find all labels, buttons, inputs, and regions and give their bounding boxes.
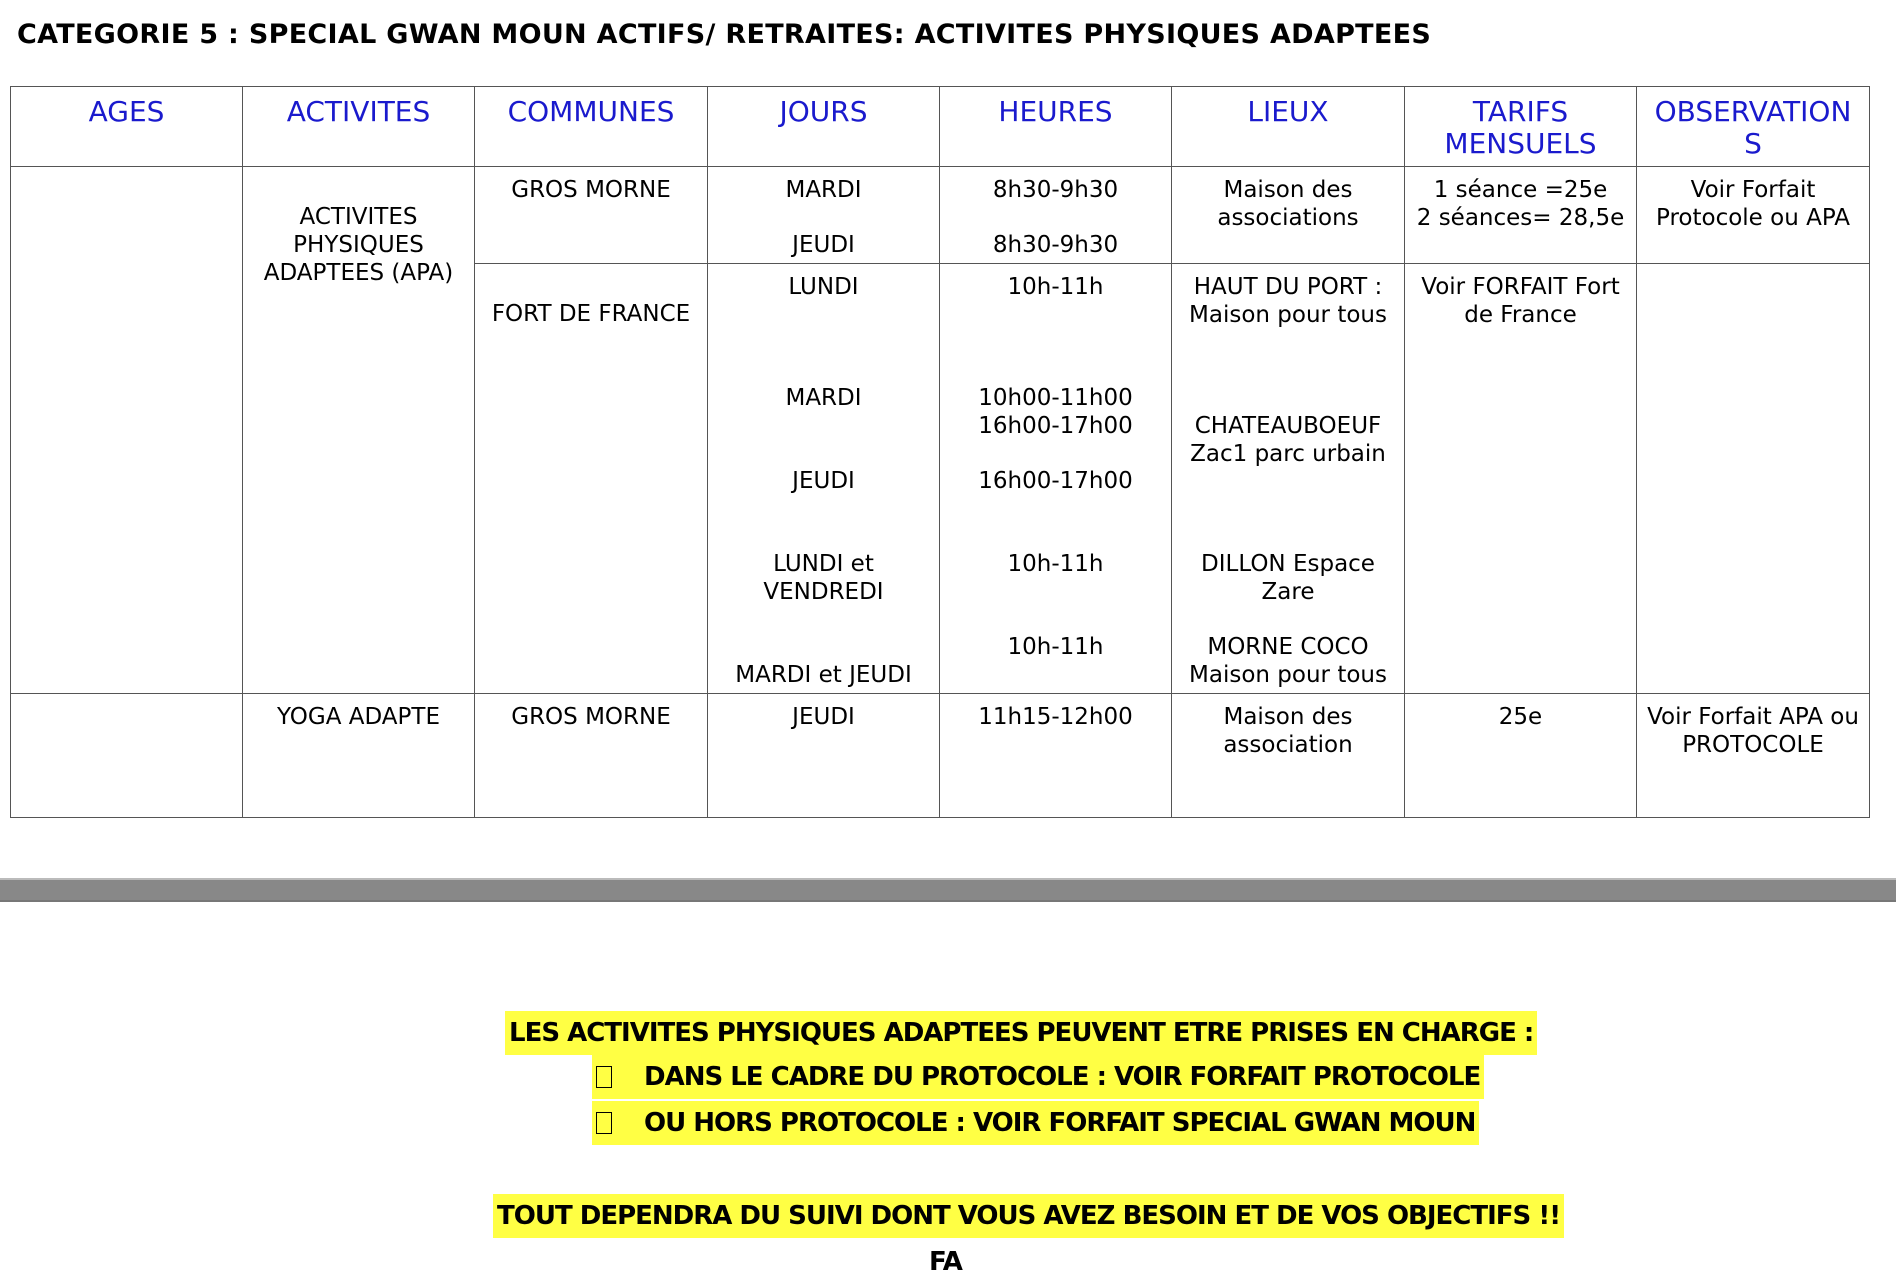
lieux-cell	[1172, 694, 1405, 818]
lieux-cell	[1172, 167, 1405, 264]
observations-cell	[1637, 264, 1870, 694]
heure-mardi: 10h00-11h00 16h00-17h00	[978, 385, 1133, 439]
signature: FA	[929, 1247, 962, 1277]
lieu-maison-associations: Maison des associations	[1217, 177, 1359, 231]
page-title: CATEGORIE 5 : SPECIAL GWAN MOUN ACTIFS/ RETRAITES: ACTIVITES PHYSIQUES ADAPTEES	[17, 19, 1432, 50]
jour-jeudi: JEUDI	[792, 232, 855, 258]
heures-cell	[940, 167, 1172, 264]
notes-bullet-text: OU HORS PROTOCOLE : VOIR FORFAIT SPECIAL GWAN MOUN	[644, 1108, 1476, 1138]
tarifs-cell	[1405, 694, 1637, 818]
commune-cell	[475, 694, 708, 818]
lieu-haut-du-port: HAUT DU PORT : Maison pour tous	[1189, 274, 1387, 328]
activity-yoga: YOGA ADAPTE	[277, 704, 440, 730]
header-communes: COMMUNES	[475, 87, 708, 167]
header-activites: ACTIVITES	[243, 87, 475, 167]
lieu-dillon: DILLON Espace Zare	[1201, 551, 1375, 605]
table-row	[11, 167, 1870, 264]
observations-cell	[1637, 167, 1870, 264]
header-jours: JOURS	[708, 87, 940, 167]
heure-jeudi: 16h00-17h00	[978, 468, 1133, 494]
activity-cell	[243, 694, 475, 818]
jour-yoga: JEUDI	[792, 704, 855, 730]
tarif-yoga: 25e	[1498, 704, 1543, 730]
ages-cell	[11, 167, 243, 694]
notes-conclusion: TOUT DEPENDRA DU SUIVI DONT VOUS AVEZ BESOIN ET DE VOS OBJECTIFS !!	[493, 1194, 1564, 1238]
commune-cell	[475, 167, 708, 264]
notes-heading: LES ACTIVITES PHYSIQUES ADAPTEES PEUVENT ETRE PRISES EN CHARGE :	[505, 1011, 1537, 1055]
heure-lundi: 10h-11h	[1007, 274, 1104, 300]
lieu-chateauboeuf: CHATEAUBOEUF Zac1 parc urbain	[1190, 413, 1386, 467]
commune-fort-de-france: FORT DE FRANCE	[491, 301, 691, 327]
checkbox-bullet-icon	[596, 1112, 612, 1134]
tarif-fort-de-france: Voir FORFAIT Fort de France	[1421, 274, 1620, 328]
commune-yoga: GROS MORNE	[511, 704, 671, 730]
lieux-cell	[1172, 264, 1405, 694]
activity-apa: ACTIVITES PHYSIQUES ADAPTEES (APA)	[263, 204, 454, 286]
notes-bullet-item	[592, 1101, 1479, 1145]
header-heures: HEURES	[940, 87, 1172, 167]
notes-bullet-text: DANS LE CADRE DU PROTOCOLE : VOIR FORFAIT PROTOCOLE	[644, 1062, 1481, 1092]
table-header-row	[11, 87, 1870, 167]
ages-cell	[11, 694, 243, 818]
heure-lundi-vendredi: 10h-11h	[1007, 551, 1104, 577]
header-observations: OBSERVATION S	[1637, 87, 1870, 167]
heures-cell	[940, 264, 1172, 694]
jour-mardi-jeudi: MARDI et JEUDI	[735, 662, 912, 688]
table-row	[11, 694, 1870, 818]
heure-mardi-jeudi: 10h-11h	[1007, 634, 1104, 660]
jour-lundi-vendredi: LUNDI et VENDREDI	[763, 551, 884, 605]
activity-cell	[243, 167, 475, 694]
heure-mardi: 8h30-9h30	[992, 177, 1119, 203]
commune-gros-morne: GROS MORNE	[511, 177, 671, 203]
heures-cell	[940, 694, 1172, 818]
observations-cell	[1637, 694, 1870, 818]
jours-cell	[708, 694, 940, 818]
tarifs-cell	[1405, 167, 1637, 264]
header-lieux: LIEUX	[1172, 87, 1405, 167]
checkbox-bullet-icon	[596, 1066, 612, 1088]
page-separator	[0, 878, 1896, 902]
notes-bullet-item	[592, 1055, 1484, 1099]
jour-jeudi: JEUDI	[792, 468, 855, 494]
jour-mardi: MARDI	[785, 177, 862, 203]
tarif-gros-morne: 1 séance =25e 2 séances= 28,5e	[1416, 177, 1625, 231]
heure-jeudi: 8h30-9h30	[992, 232, 1119, 258]
tarifs-cell	[1405, 264, 1637, 694]
header-ages: AGES	[11, 87, 243, 167]
observation-yoga: Voir Forfait APA ou PROTOCOLE	[1647, 704, 1859, 758]
commune-cell	[475, 264, 708, 694]
jours-cell	[708, 264, 940, 694]
lieu-morne-coco: MORNE COCO Maison pour tous	[1189, 634, 1387, 688]
jour-lundi: LUNDI	[788, 274, 859, 300]
jour-mardi: MARDI	[785, 385, 862, 411]
lieu-yoga: Maison des association	[1223, 704, 1353, 758]
jours-cell	[708, 167, 940, 264]
schedule-table	[10, 86, 1870, 818]
observation-gros-morne: Voir Forfait Protocole ou APA	[1656, 177, 1850, 231]
header-tarifs-mensuels: TARIFS MENSUELS	[1405, 87, 1637, 167]
heure-yoga: 11h15-12h00	[978, 704, 1133, 730]
